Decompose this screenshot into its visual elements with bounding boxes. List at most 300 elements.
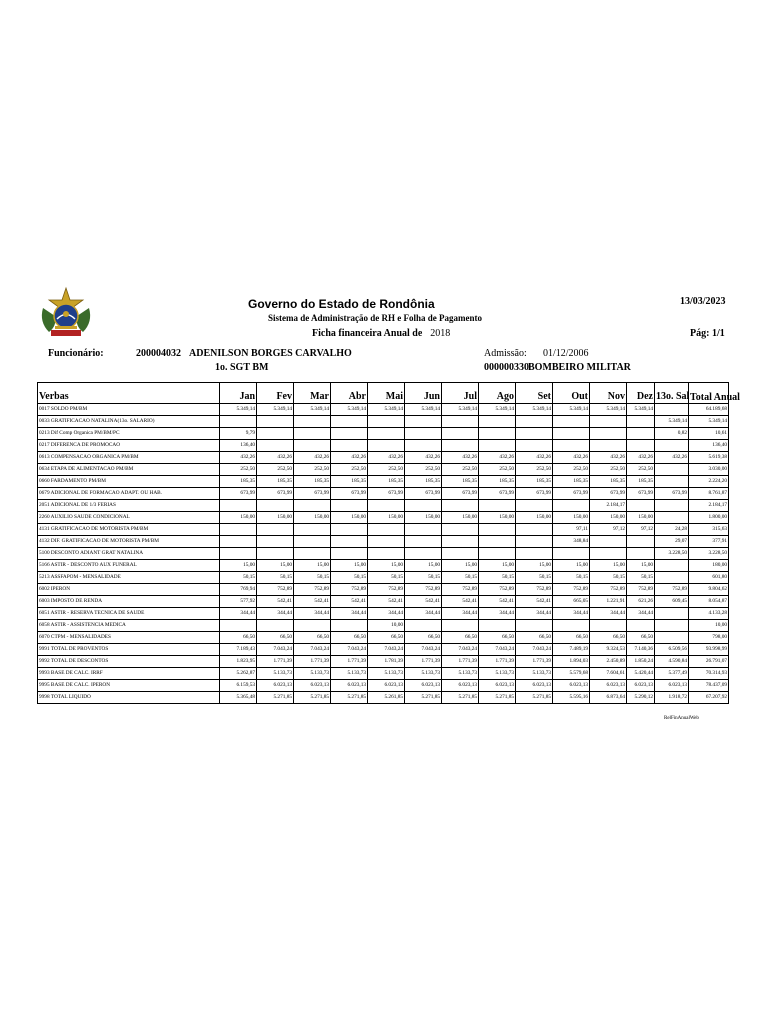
value-cell bbox=[257, 428, 294, 440]
value-cell bbox=[368, 536, 405, 548]
value-cell: 50,15 bbox=[627, 572, 655, 584]
value-cell: 432,26 bbox=[479, 452, 516, 464]
table-row bbox=[38, 596, 729, 608]
value-cell: 150,00 bbox=[368, 512, 405, 524]
value-cell bbox=[294, 620, 331, 632]
value-cell: 252,50 bbox=[627, 464, 655, 476]
value-cell: 752,89 bbox=[257, 584, 294, 596]
column-header: Mar bbox=[294, 383, 331, 404]
value-cell bbox=[294, 548, 331, 560]
verba-cell: 6070 CTPM - MENSALIDADES bbox=[38, 632, 220, 644]
value-cell: 5.349,14 bbox=[655, 416, 689, 428]
value-cell: 5.377,49 bbox=[655, 668, 689, 680]
table-row bbox=[38, 692, 729, 704]
value-cell bbox=[655, 608, 689, 620]
value-cell: 8.761,87 bbox=[689, 488, 729, 500]
value-cell: 50,15 bbox=[257, 572, 294, 584]
value-cell bbox=[553, 500, 590, 512]
value-cell: 150,00 bbox=[516, 512, 553, 524]
table-row bbox=[38, 656, 729, 668]
value-cell: 5.349,14 bbox=[553, 404, 590, 416]
value-cell: 7.189,43 bbox=[220, 644, 257, 656]
value-cell: 252,50 bbox=[479, 464, 516, 476]
table-body bbox=[38, 404, 729, 704]
value-cell: 344,44 bbox=[331, 608, 368, 620]
value-cell: 66,50 bbox=[220, 632, 257, 644]
value-cell bbox=[516, 620, 553, 632]
column-header: Out bbox=[553, 383, 590, 404]
value-cell bbox=[627, 428, 655, 440]
value-cell: 7.043,24 bbox=[368, 644, 405, 656]
value-cell: 29,07 bbox=[655, 536, 689, 548]
value-cell bbox=[442, 548, 479, 560]
table-row bbox=[38, 572, 729, 584]
value-cell: 50,15 bbox=[516, 572, 553, 584]
verba-cell: 0033 GRATIFICACAO NATALINA(13o. SALARIO) bbox=[38, 416, 220, 428]
table-row bbox=[38, 608, 729, 620]
value-cell bbox=[516, 548, 553, 560]
value-cell bbox=[294, 524, 331, 536]
value-cell bbox=[479, 536, 516, 548]
value-cell: 252,50 bbox=[294, 464, 331, 476]
value-cell: 5.133,73 bbox=[405, 668, 442, 680]
value-cell: 15,00 bbox=[479, 560, 516, 572]
value-cell: 1.771,39 bbox=[442, 656, 479, 668]
value-cell bbox=[442, 428, 479, 440]
value-cell: 5.420,44 bbox=[627, 668, 655, 680]
value-cell: 15,00 bbox=[331, 560, 368, 572]
value-cell: 6.159,53 bbox=[220, 680, 257, 692]
value-cell bbox=[627, 620, 655, 632]
value-cell: 752,89 bbox=[516, 584, 553, 596]
value-cell: 752,89 bbox=[405, 584, 442, 596]
verba-cell: 6003 IMPOSTO DE RENDA bbox=[38, 596, 220, 608]
value-cell: 185,35 bbox=[553, 476, 590, 488]
value-cell: 97,12 bbox=[590, 524, 627, 536]
state-coat-of-arms-icon bbox=[37, 286, 95, 340]
value-cell bbox=[627, 500, 655, 512]
value-cell bbox=[553, 620, 590, 632]
value-cell: 180,00 bbox=[689, 560, 729, 572]
value-cell: 673,99 bbox=[516, 488, 553, 500]
value-cell: 5.349,14 bbox=[220, 404, 257, 416]
page-number: Pág: 1/1 bbox=[690, 328, 725, 339]
value-cell: 752,89 bbox=[442, 584, 479, 596]
value-cell: 185,35 bbox=[479, 476, 516, 488]
value-cell: 673,99 bbox=[405, 488, 442, 500]
value-cell bbox=[257, 536, 294, 548]
value-cell bbox=[331, 536, 368, 548]
value-cell: 5.133,73 bbox=[257, 668, 294, 680]
value-cell: 542,41 bbox=[405, 596, 442, 608]
table-row bbox=[38, 620, 729, 632]
value-cell: 24,28 bbox=[655, 524, 689, 536]
value-cell bbox=[220, 524, 257, 536]
value-cell: 6.023,13 bbox=[331, 680, 368, 692]
value-cell bbox=[590, 548, 627, 560]
column-header: Ago bbox=[479, 383, 516, 404]
value-cell bbox=[479, 500, 516, 512]
value-cell bbox=[331, 500, 368, 512]
value-cell: 66,50 bbox=[516, 632, 553, 644]
value-cell: 6.873,64 bbox=[590, 692, 627, 704]
column-header: Dez bbox=[627, 383, 655, 404]
value-cell: 5.271,85 bbox=[442, 692, 479, 704]
value-cell: 97,11 bbox=[553, 524, 590, 536]
value-cell bbox=[553, 416, 590, 428]
table-row bbox=[38, 452, 729, 464]
value-cell: 2.184,17 bbox=[689, 500, 729, 512]
verba-cell: 9991 TOTAL DE PROVENTOS bbox=[38, 644, 220, 656]
value-cell: 5.271,85 bbox=[516, 692, 553, 704]
value-cell: 5.349,14 bbox=[368, 404, 405, 416]
value-cell: 752,89 bbox=[655, 584, 689, 596]
value-cell bbox=[257, 416, 294, 428]
value-cell: 5.349,14 bbox=[689, 416, 729, 428]
value-cell bbox=[442, 440, 479, 452]
value-cell: 344,44 bbox=[442, 608, 479, 620]
value-cell bbox=[479, 548, 516, 560]
value-cell: 542,41 bbox=[516, 596, 553, 608]
value-cell: 673,99 bbox=[627, 488, 655, 500]
value-cell: 1.800,00 bbox=[689, 512, 729, 524]
value-cell: 542,41 bbox=[331, 596, 368, 608]
value-cell: 5.133,73 bbox=[294, 668, 331, 680]
value-cell: 344,44 bbox=[627, 608, 655, 620]
value-cell: 136,40 bbox=[689, 440, 729, 452]
value-cell: 252,50 bbox=[368, 464, 405, 476]
value-cell bbox=[257, 524, 294, 536]
value-cell: 5.579,68 bbox=[553, 668, 590, 680]
value-cell: 150,00 bbox=[331, 512, 368, 524]
value-cell: 252,50 bbox=[553, 464, 590, 476]
value-cell: 5.271,85 bbox=[331, 692, 368, 704]
value-cell: 673,99 bbox=[294, 488, 331, 500]
value-cell bbox=[553, 548, 590, 560]
value-cell: 6.023,13 bbox=[479, 680, 516, 692]
value-cell: 1.781,39 bbox=[368, 656, 405, 668]
value-cell: 1.771,39 bbox=[405, 656, 442, 668]
value-cell: 66,50 bbox=[294, 632, 331, 644]
value-cell: 185,35 bbox=[220, 476, 257, 488]
value-cell: 1.894,03 bbox=[553, 656, 590, 668]
value-cell: 1.771,39 bbox=[331, 656, 368, 668]
value-cell: 15,00 bbox=[294, 560, 331, 572]
value-cell: 673,99 bbox=[257, 488, 294, 500]
employee-label: Funcionário: bbox=[48, 348, 104, 359]
report-title-label: Ficha financeira Anual de bbox=[312, 328, 423, 339]
verba-cell: 5100 DESCONTO ADIANT GRAT NATALINA bbox=[38, 548, 220, 560]
value-cell: 9.324,53 bbox=[590, 644, 627, 656]
value-cell: 150,00 bbox=[553, 512, 590, 524]
verba-cell: 0679 ADICIONAL DE FORMACAO ADAPT. OU HAB. bbox=[38, 488, 220, 500]
report-year: 2018 bbox=[430, 328, 451, 339]
value-cell: 432,26 bbox=[257, 452, 294, 464]
verba-cell: 0017 SOLDO PM/BM bbox=[38, 404, 220, 416]
employee-name: ADENILSON BORGES CARVALHO bbox=[189, 348, 352, 359]
value-cell: 432,26 bbox=[516, 452, 553, 464]
value-cell bbox=[590, 416, 627, 428]
value-cell: 50,15 bbox=[442, 572, 479, 584]
table-row bbox=[38, 560, 729, 572]
value-cell bbox=[479, 428, 516, 440]
value-cell: 577,92 bbox=[220, 596, 257, 608]
value-cell: 1.221,91 bbox=[590, 596, 627, 608]
verba-cell: 2051 ADICIONAL DE 1/3 FERIAS bbox=[38, 500, 220, 512]
value-cell bbox=[331, 620, 368, 632]
value-cell: 6.023,13 bbox=[590, 680, 627, 692]
value-cell bbox=[590, 620, 627, 632]
value-cell: 6.023,13 bbox=[655, 680, 689, 692]
value-cell bbox=[627, 548, 655, 560]
column-header: Jan bbox=[220, 383, 257, 404]
value-cell: 50,15 bbox=[405, 572, 442, 584]
value-cell: 185,35 bbox=[442, 476, 479, 488]
value-cell: 3.228,50 bbox=[689, 548, 729, 560]
value-cell: 798,00 bbox=[689, 632, 729, 644]
value-cell: 185,35 bbox=[405, 476, 442, 488]
unit-id: 000000330 bbox=[484, 362, 529, 373]
value-cell: 66,50 bbox=[331, 632, 368, 644]
value-cell: 432,26 bbox=[405, 452, 442, 464]
value-cell: 601,80 bbox=[689, 572, 729, 584]
value-cell: 7.043,24 bbox=[479, 644, 516, 656]
value-cell bbox=[442, 416, 479, 428]
value-cell bbox=[655, 440, 689, 452]
value-cell: 665,05 bbox=[553, 596, 590, 608]
value-cell bbox=[516, 536, 553, 548]
value-cell: 5.349,14 bbox=[627, 404, 655, 416]
value-cell: 673,99 bbox=[442, 488, 479, 500]
table-row bbox=[38, 500, 729, 512]
table-row bbox=[38, 536, 729, 548]
value-cell bbox=[655, 476, 689, 488]
report-title bbox=[312, 328, 450, 339]
value-cell: 621,26 bbox=[627, 596, 655, 608]
value-cell: 10,00 bbox=[368, 620, 405, 632]
verba-cell: 0613 COMPENSACAO ORGANICA PM/BM bbox=[38, 452, 220, 464]
value-cell: 5.619,38 bbox=[689, 452, 729, 464]
report-date: 13/03/2023 bbox=[680, 296, 726, 307]
value-cell: 136,40 bbox=[220, 440, 257, 452]
value-cell bbox=[442, 500, 479, 512]
value-cell bbox=[627, 440, 655, 452]
value-cell bbox=[405, 416, 442, 428]
value-cell: 66,50 bbox=[627, 632, 655, 644]
value-cell: 673,99 bbox=[590, 488, 627, 500]
value-cell bbox=[655, 500, 689, 512]
admission-date: 01/12/2006 bbox=[543, 348, 589, 359]
value-cell: 66,50 bbox=[590, 632, 627, 644]
value-cell: 15,00 bbox=[627, 560, 655, 572]
value-cell: 6.023,13 bbox=[405, 680, 442, 692]
verba-cell: 4132 DIF. GRATIFICACAO DE MOTORISTA PM/BM bbox=[38, 536, 220, 548]
value-cell: 5.349,14 bbox=[405, 404, 442, 416]
value-cell bbox=[627, 536, 655, 548]
value-cell bbox=[655, 632, 689, 644]
value-cell: 542,41 bbox=[368, 596, 405, 608]
value-cell: 185,35 bbox=[590, 476, 627, 488]
table-row bbox=[38, 680, 729, 692]
value-cell: 150,00 bbox=[294, 512, 331, 524]
value-cell: 2.450,89 bbox=[590, 656, 627, 668]
value-cell: 673,99 bbox=[553, 488, 590, 500]
value-cell: 6.023,13 bbox=[294, 680, 331, 692]
value-cell: 9,79 bbox=[220, 428, 257, 440]
value-cell: 5.133,73 bbox=[368, 668, 405, 680]
value-cell: 66,50 bbox=[553, 632, 590, 644]
value-cell: 70.314,93 bbox=[689, 668, 729, 680]
verba-cell: 4131 GRATIFICACAO DE MOTORISTA PM/BM bbox=[38, 524, 220, 536]
value-cell: 15,00 bbox=[553, 560, 590, 572]
verba-cell: 2260 AUXILIO SAUDE CONDICIONAL bbox=[38, 512, 220, 524]
value-cell bbox=[442, 620, 479, 632]
value-cell: 7.043,24 bbox=[516, 644, 553, 656]
table-row bbox=[38, 428, 729, 440]
value-cell: 15,00 bbox=[368, 560, 405, 572]
value-cell: 7.140,36 bbox=[627, 644, 655, 656]
value-cell: 185,35 bbox=[331, 476, 368, 488]
system-subtitle: Sistema de Administração de RH e Folha de Pagamento bbox=[268, 313, 482, 323]
value-cell bbox=[590, 440, 627, 452]
value-cell: 15,00 bbox=[442, 560, 479, 572]
value-cell: 4.133,28 bbox=[689, 608, 729, 620]
financial-table bbox=[37, 382, 740, 704]
value-cell bbox=[405, 428, 442, 440]
value-cell: 6.509,56 bbox=[655, 644, 689, 656]
value-cell: 1.771,39 bbox=[479, 656, 516, 668]
value-cell: 752,89 bbox=[479, 584, 516, 596]
verba-cell: 9995 BASE DE CALC. IPERON bbox=[38, 680, 220, 692]
value-cell: 150,00 bbox=[257, 512, 294, 524]
value-cell: 673,99 bbox=[331, 488, 368, 500]
value-cell bbox=[479, 620, 516, 632]
value-cell: 344,44 bbox=[590, 608, 627, 620]
value-cell: 150,00 bbox=[479, 512, 516, 524]
value-cell: 7.489,19 bbox=[553, 644, 590, 656]
value-cell: 5.349,14 bbox=[479, 404, 516, 416]
value-cell: 5.595,16 bbox=[553, 692, 590, 704]
value-cell bbox=[655, 404, 689, 416]
value-cell: 150,00 bbox=[220, 512, 257, 524]
table-row bbox=[38, 644, 729, 656]
value-cell bbox=[655, 560, 689, 572]
employee-id: 200004032 bbox=[136, 348, 181, 359]
value-cell: 15,00 bbox=[257, 560, 294, 572]
value-cell: 78.437,09 bbox=[689, 680, 729, 692]
verba-cell: 0213 Dif Comp Organica PM/BM/PC bbox=[38, 428, 220, 440]
value-cell: 8.054,87 bbox=[689, 596, 729, 608]
value-cell: 6.023,13 bbox=[627, 680, 655, 692]
verba-cell: 0217 DIFERENCA DE PROMOCAO bbox=[38, 440, 220, 452]
value-cell: 7.604,61 bbox=[590, 668, 627, 680]
value-cell bbox=[479, 524, 516, 536]
value-cell bbox=[655, 464, 689, 476]
value-cell: 10,61 bbox=[689, 428, 729, 440]
value-cell: 66,50 bbox=[368, 632, 405, 644]
value-cell: 5.271,85 bbox=[479, 692, 516, 704]
value-cell: 185,35 bbox=[368, 476, 405, 488]
value-cell: 1.771,39 bbox=[294, 656, 331, 668]
value-cell: 344,44 bbox=[294, 608, 331, 620]
value-cell: 252,50 bbox=[516, 464, 553, 476]
value-cell: 3.030,00 bbox=[689, 464, 729, 476]
value-cell: 252,50 bbox=[220, 464, 257, 476]
value-cell: 1.771,39 bbox=[516, 656, 553, 668]
value-cell bbox=[655, 620, 689, 632]
value-cell: 1.850,24 bbox=[627, 656, 655, 668]
value-cell: 1.771,39 bbox=[257, 656, 294, 668]
value-cell: 50,15 bbox=[368, 572, 405, 584]
table-row bbox=[38, 488, 729, 500]
value-cell: 769,94 bbox=[220, 584, 257, 596]
column-header: Abr bbox=[331, 383, 368, 404]
value-cell bbox=[331, 548, 368, 560]
value-cell bbox=[368, 548, 405, 560]
value-cell: 6.023,13 bbox=[257, 680, 294, 692]
value-cell: 10,00 bbox=[689, 620, 729, 632]
value-cell: 344,44 bbox=[479, 608, 516, 620]
value-cell: 432,26 bbox=[655, 452, 689, 464]
value-cell: 344,44 bbox=[257, 608, 294, 620]
value-cell bbox=[331, 416, 368, 428]
value-cell: 5.271,85 bbox=[257, 692, 294, 704]
value-cell: 6.023,13 bbox=[516, 680, 553, 692]
value-cell: 5.349,14 bbox=[331, 404, 368, 416]
value-cell bbox=[368, 428, 405, 440]
value-cell: 673,99 bbox=[220, 488, 257, 500]
value-cell: 673,99 bbox=[655, 488, 689, 500]
value-cell: 5.349,14 bbox=[257, 404, 294, 416]
value-cell: 185,35 bbox=[516, 476, 553, 488]
value-cell: 50,15 bbox=[220, 572, 257, 584]
value-cell: 7.043,24 bbox=[405, 644, 442, 656]
table-row bbox=[38, 476, 729, 488]
value-cell: 344,44 bbox=[220, 608, 257, 620]
value-cell: 542,41 bbox=[442, 596, 479, 608]
value-cell: 432,26 bbox=[331, 452, 368, 464]
value-cell bbox=[655, 572, 689, 584]
value-cell: 432,26 bbox=[294, 452, 331, 464]
value-cell bbox=[479, 440, 516, 452]
value-cell: 752,89 bbox=[590, 584, 627, 596]
value-cell: 752,89 bbox=[627, 584, 655, 596]
value-cell: 752,89 bbox=[331, 584, 368, 596]
value-cell: 432,26 bbox=[368, 452, 405, 464]
value-cell bbox=[368, 500, 405, 512]
value-cell: 50,15 bbox=[331, 572, 368, 584]
government-title: Governo do Estado de Rondônia bbox=[248, 297, 435, 311]
value-cell bbox=[553, 440, 590, 452]
value-cell: 66,50 bbox=[405, 632, 442, 644]
value-cell bbox=[590, 536, 627, 548]
column-header: 13o. Sal bbox=[655, 383, 689, 404]
value-cell: 7.043,24 bbox=[294, 644, 331, 656]
table-row bbox=[38, 668, 729, 680]
value-cell: 97,12 bbox=[627, 524, 655, 536]
value-cell: 26.791,07 bbox=[689, 656, 729, 668]
value-cell: 432,26 bbox=[590, 452, 627, 464]
value-cell: 5.133,73 bbox=[516, 668, 553, 680]
value-cell bbox=[294, 428, 331, 440]
value-cell: 15,00 bbox=[516, 560, 553, 572]
value-cell: 185,35 bbox=[627, 476, 655, 488]
value-cell bbox=[331, 440, 368, 452]
value-cell: 752,89 bbox=[553, 584, 590, 596]
value-cell: 5.349,14 bbox=[442, 404, 479, 416]
value-cell: 15,00 bbox=[220, 560, 257, 572]
verba-cell: 9998 TOTAL LIQUIDO bbox=[38, 692, 220, 704]
